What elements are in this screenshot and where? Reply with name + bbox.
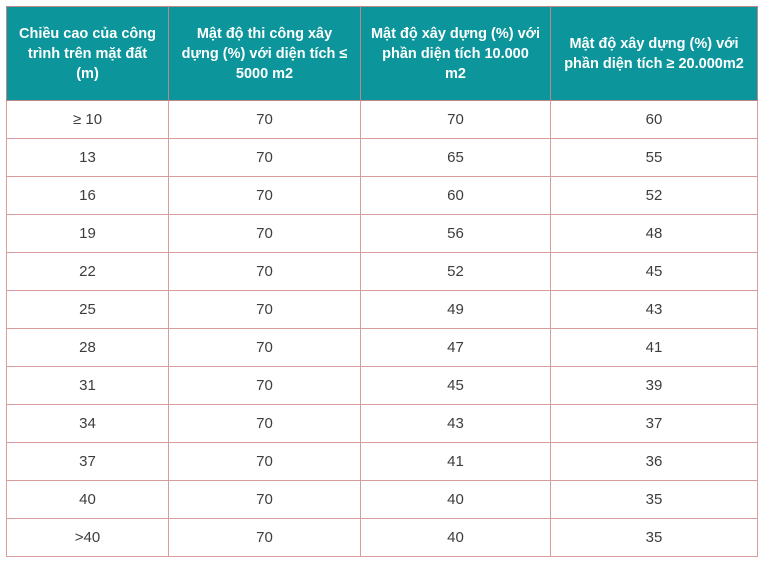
table-cell: 45 xyxy=(361,367,551,405)
table-cell: 49 xyxy=(361,291,551,329)
table-row xyxy=(7,367,758,405)
table-cell: 70 xyxy=(169,367,361,405)
table-cell: 25 xyxy=(7,291,169,329)
table-cell: 41 xyxy=(361,443,551,481)
table-cell: 47 xyxy=(361,329,551,367)
table-cell: 70 xyxy=(361,101,551,139)
table-cell: 70 xyxy=(169,519,361,557)
table-cell: 39 xyxy=(551,367,758,405)
column-header-height: Chiều cao của công trình trên mặt đất (m) xyxy=(7,7,169,101)
table-cell: 40 xyxy=(361,481,551,519)
table-row xyxy=(7,215,758,253)
table-cell: 70 xyxy=(169,481,361,519)
table-cell: 19 xyxy=(7,215,169,253)
table-cell: 60 xyxy=(551,101,758,139)
header-row xyxy=(7,7,758,101)
table-cell: 70 xyxy=(169,443,361,481)
table-row xyxy=(7,101,758,139)
table-cell: 37 xyxy=(551,405,758,443)
table-cell: 13 xyxy=(7,139,169,177)
table-row xyxy=(7,139,758,177)
table-header xyxy=(7,7,758,101)
table-cell: 70 xyxy=(169,215,361,253)
table-cell: 70 xyxy=(169,101,361,139)
table-cell: ≥ 10 xyxy=(7,101,169,139)
table-cell: 52 xyxy=(551,177,758,215)
table-cell: 35 xyxy=(551,481,758,519)
table-cell: 60 xyxy=(361,177,551,215)
table-row xyxy=(7,329,758,367)
table-row xyxy=(7,405,758,443)
table-cell: 70 xyxy=(169,405,361,443)
table-cell: 43 xyxy=(551,291,758,329)
table-cell: 28 xyxy=(7,329,169,367)
table-cell: 52 xyxy=(361,253,551,291)
table-cell: 70 xyxy=(169,139,361,177)
table-cell: 41 xyxy=(551,329,758,367)
table-cell: 35 xyxy=(551,519,758,557)
table-cell: 43 xyxy=(361,405,551,443)
table-cell: 16 xyxy=(7,177,169,215)
table-body xyxy=(7,101,758,557)
table-cell: 48 xyxy=(551,215,758,253)
table-row xyxy=(7,519,758,557)
table-cell: 37 xyxy=(7,443,169,481)
table-row xyxy=(7,253,758,291)
column-header-density-10000: Mật độ xây dựng (%) với phần diện tích 10.000 m2 xyxy=(361,7,551,101)
column-header-density-ge-20000: Mật độ xây dựng (%) với phần diện tích ≥ 20.000m2 xyxy=(551,7,758,101)
construction-density-table xyxy=(6,6,758,557)
table-cell: 70 xyxy=(169,177,361,215)
table-cell: >40 xyxy=(7,519,169,557)
table-cell: 45 xyxy=(551,253,758,291)
table-cell: 34 xyxy=(7,405,169,443)
table-cell: 36 xyxy=(551,443,758,481)
table-row xyxy=(7,443,758,481)
table-cell: 65 xyxy=(361,139,551,177)
table-row xyxy=(7,291,758,329)
table-cell: 55 xyxy=(551,139,758,177)
table-row xyxy=(7,177,758,215)
table-row xyxy=(7,481,758,519)
table-cell: 70 xyxy=(169,329,361,367)
column-header-density-le-5000: Mật độ thi công xây dựng (%) với diện tích ≤ 5000 m2 xyxy=(169,7,361,101)
table-cell: 70 xyxy=(169,253,361,291)
table-cell: 70 xyxy=(169,291,361,329)
table-cell: 40 xyxy=(361,519,551,557)
table-cell: 22 xyxy=(7,253,169,291)
table-cell: 40 xyxy=(7,481,169,519)
table-cell: 56 xyxy=(361,215,551,253)
table-cell: 31 xyxy=(7,367,169,405)
